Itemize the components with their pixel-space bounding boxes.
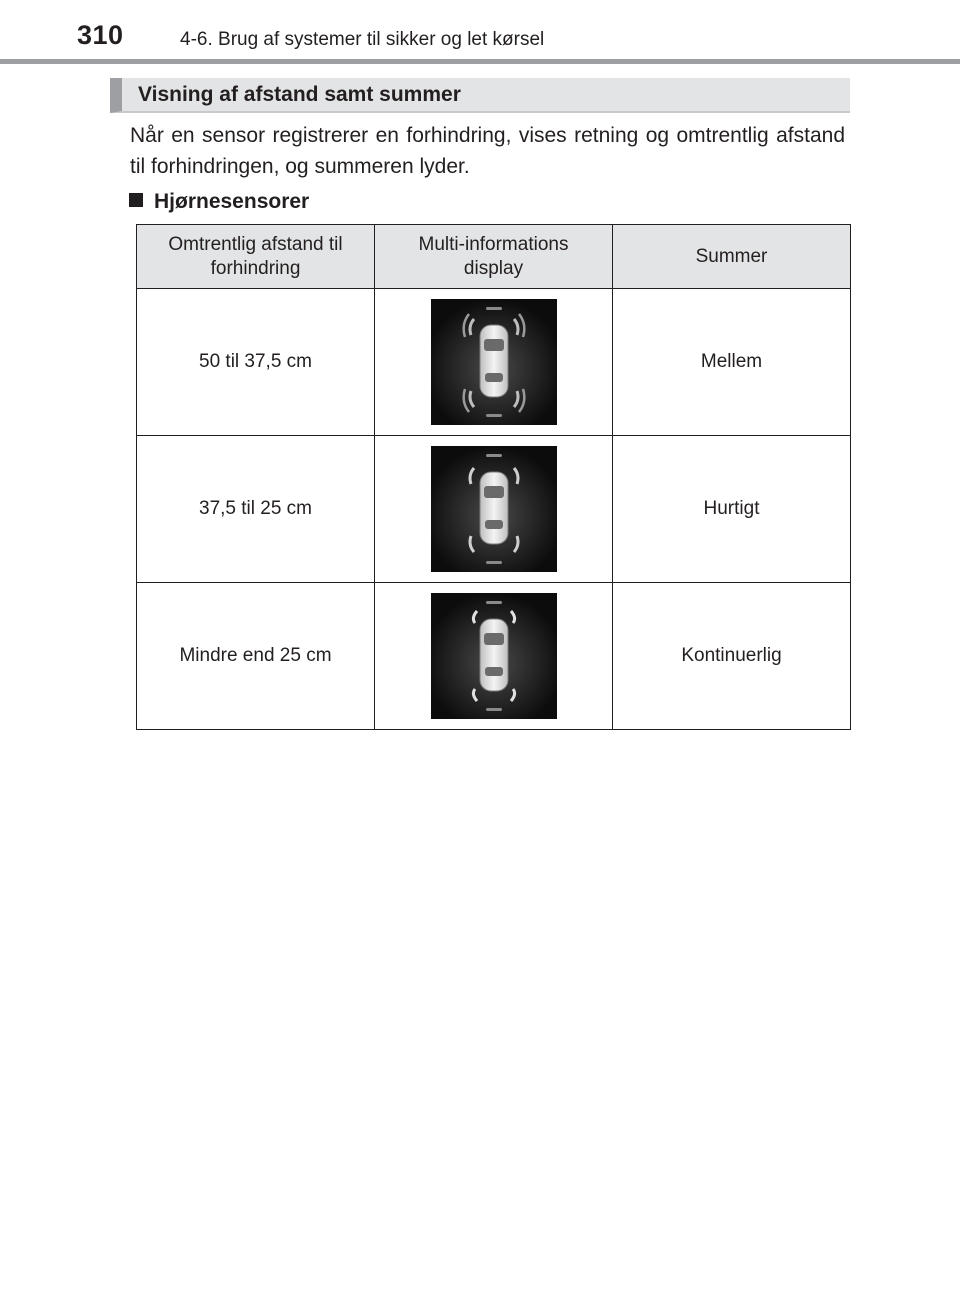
distance-cell: Mindre end 25 cm [137, 583, 375, 730]
square-bullet-icon [129, 193, 143, 207]
column-header-buzzer: Summer [613, 225, 851, 289]
table-row [137, 436, 851, 583]
buzzer-cell: Kontinuerlig [613, 583, 851, 730]
section-title: Visning af afstand samt summer [138, 83, 461, 106]
sensor-table [136, 224, 851, 730]
car-corner-sensor-display-icon [431, 299, 557, 425]
subheading-text: Hjørnesensorer [154, 190, 310, 213]
table-row [137, 583, 851, 730]
table-header-row [137, 225, 851, 289]
subheading [129, 190, 309, 214]
running-head: 4-6. Brug af systemer til sikker og let kørsel [180, 29, 545, 50]
column-header-display-text: Multi-informations display [418, 233, 569, 279]
page-number: 310 [77, 20, 124, 50]
car-corner-sensor-display-icon [431, 593, 557, 719]
buzzer-cell: Hurtigt [613, 436, 851, 583]
car-corner-sensor-display-icon [431, 446, 557, 572]
column-header-distance: Omtrentlig afstand til forhindring [137, 225, 375, 289]
section-heading-bar [110, 78, 850, 113]
header-rule [0, 59, 960, 64]
table-row [137, 289, 851, 436]
intro-paragraph: Når en sensor registrerer en forhindring, vises retning og omtrentlig afstand til forhindringen, og summeren lyder. [130, 124, 845, 178]
display-cell [375, 289, 613, 436]
distance-cell: 50 til 37,5 cm [137, 289, 375, 436]
display-cell [375, 436, 613, 583]
column-header-display [375, 225, 613, 289]
buzzer-cell: Mellem [613, 289, 851, 436]
display-cell [375, 583, 613, 730]
distance-cell: 37,5 til 25 cm [137, 436, 375, 583]
